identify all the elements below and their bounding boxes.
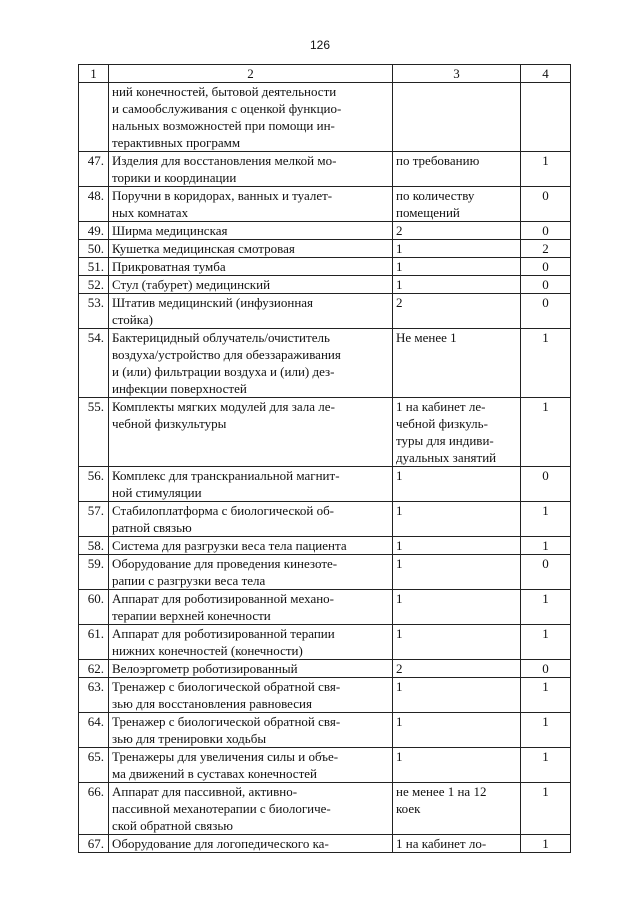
column-header-3: 3 [393,65,521,83]
row-number: 65. [79,748,109,783]
table-row [79,294,571,329]
item-count: 0 [521,467,571,502]
item-count: 0 [521,222,571,240]
row-number: 61. [79,625,109,660]
table-row [79,329,571,398]
item-quantity: 1 [393,258,521,276]
item-count: 1 [521,625,571,660]
item-name: Система для разгрузки веса тела пациента [109,537,393,555]
item-name: Оборудование для логопедического ка- [109,835,393,853]
item-quantity: 2 [393,222,521,240]
item-count: 1 [521,590,571,625]
table-row [79,713,571,748]
table-row [79,152,571,187]
row-number: 53. [79,294,109,329]
item-quantity: 1 [393,748,521,783]
item-name: Ширма медицинская [109,222,393,240]
row-number: 52. [79,276,109,294]
page-number: 126 [309,38,331,52]
table-row [79,835,571,853]
row-number: 55. [79,398,109,467]
row-number [79,83,109,152]
item-quantity: 1 [393,276,521,294]
table-row [79,625,571,660]
item-name: Тренажеры для увеличения силы и объе- ма движений в суставах конечностей [109,748,393,783]
table-row [79,398,571,467]
table-row [79,678,571,713]
item-name: Прикроватная тумба [109,258,393,276]
table-row [79,83,571,152]
item-quantity [393,83,521,152]
item-name: Аппарат для роботизированной механо- терапии верхней конечности [109,590,393,625]
row-number: 49. [79,222,109,240]
row-number: 63. [79,678,109,713]
row-number: 48. [79,187,109,222]
column-header-4: 4 [521,65,571,83]
item-name: Комплекты мягких модулей для зала ле- чебной физкультуры [109,398,393,467]
row-number: 59. [79,555,109,590]
item-count: 1 [521,537,571,555]
item-quantity: 1 [393,537,521,555]
item-quantity: 1 [393,555,521,590]
item-quantity: 1 [393,240,521,258]
table-row [79,502,571,537]
table-row [79,222,571,240]
item-quantity: по количеству помещений [393,187,521,222]
item-count: 1 [521,678,571,713]
item-quantity: 2 [393,294,521,329]
item-count: 1 [521,329,571,398]
item-name: Тренажер с биологической обратной свя- зью для тренировки ходьбы [109,713,393,748]
row-number: 62. [79,660,109,678]
item-name: Кушетка медицинская смотровая [109,240,393,258]
table-row [79,240,571,258]
item-quantity: 2 [393,660,521,678]
item-count: 1 [521,398,571,467]
table-row [79,276,571,294]
table-row [79,555,571,590]
item-count: 0 [521,276,571,294]
item-name: Изделия для восстановления мелкой мо- торики и координации [109,152,393,187]
item-name: Комплекс для транскраниальной магнит- ной стимуляции [109,467,393,502]
item-name: Стул (табурет) медицинский [109,276,393,294]
item-count: 1 [521,502,571,537]
item-count: 0 [521,555,571,590]
item-count: 1 [521,783,571,835]
item-count: 0 [521,294,571,329]
row-number: 50. [79,240,109,258]
item-count: 1 [521,713,571,748]
row-number: 67. [79,835,109,853]
item-quantity: по требованию [393,152,521,187]
item-name: Стабилоплатформа с биологической об- ратной связью [109,502,393,537]
item-count: 0 [521,660,571,678]
item-name: Штатив медицинский (инфузионная стойка) [109,294,393,329]
row-number: 57. [79,502,109,537]
item-quantity: 1 [393,590,521,625]
row-number: 51. [79,258,109,276]
item-quantity: 1 на кабинет ло- [393,835,521,853]
column-header-2: 2 [109,65,393,83]
row-number: 64. [79,713,109,748]
item-count: 1 [521,152,571,187]
item-name: Тренажер с биологической обратной свя- зью для восстановления равновесия [109,678,393,713]
item-quantity: 1 на кабинет ле- чебной физкуль- туры для индиви- дуальных занятий [393,398,521,467]
item-name: Бактерицидный облучатель/очиститель воздуха/устройство для обеззараживания и (или) фильтрации воздуха и (или) дез- инфекции поверхностей [109,329,393,398]
table-row [79,660,571,678]
table-row [79,783,571,835]
row-number: 58. [79,537,109,555]
item-quantity: 1 [393,502,521,537]
table-row [79,748,571,783]
item-quantity: не менее 1 на 12 коек [393,783,521,835]
item-count: 0 [521,187,571,222]
row-number: 56. [79,467,109,502]
item-count: 2 [521,240,571,258]
item-quantity: 1 [393,678,521,713]
item-name: Велоэргометр роботизированный [109,660,393,678]
item-quantity: Не менее 1 [393,329,521,398]
item-name: Поручни в коридорах, ванных и туалет- ных комнатах [109,187,393,222]
item-count: 1 [521,835,571,853]
table-row [79,467,571,502]
item-name: ний конечностей, бытовой деятельности и самообслуживания с оценкой функцио- нальных возможностей при помощи ин- терактивных программ [109,83,393,152]
equipment-table [78,64,571,853]
row-number: 54. [79,329,109,398]
table-row [79,537,571,555]
item-count: 0 [521,258,571,276]
item-count: 1 [521,748,571,783]
item-name: Аппарат для пассивной, активно- пассивной механотерапии с биологиче- ской обратной связью [109,783,393,835]
item-quantity: 1 [393,625,521,660]
item-name: Аппарат для роботизированной терапии нижних конечностей (конечности) [109,625,393,660]
table-row [79,258,571,276]
row-number: 60. [79,590,109,625]
table-row [79,187,571,222]
item-name: Оборудование для проведения кинезоте- рапии с разгрузки веса тела [109,555,393,590]
table-header-row [79,65,571,83]
column-header-1: 1 [79,65,109,83]
table-row [79,590,571,625]
row-number: 66. [79,783,109,835]
row-number: 47. [79,152,109,187]
table-body [79,83,571,853]
item-quantity: 1 [393,713,521,748]
item-count [521,83,571,152]
item-quantity: 1 [393,467,521,502]
